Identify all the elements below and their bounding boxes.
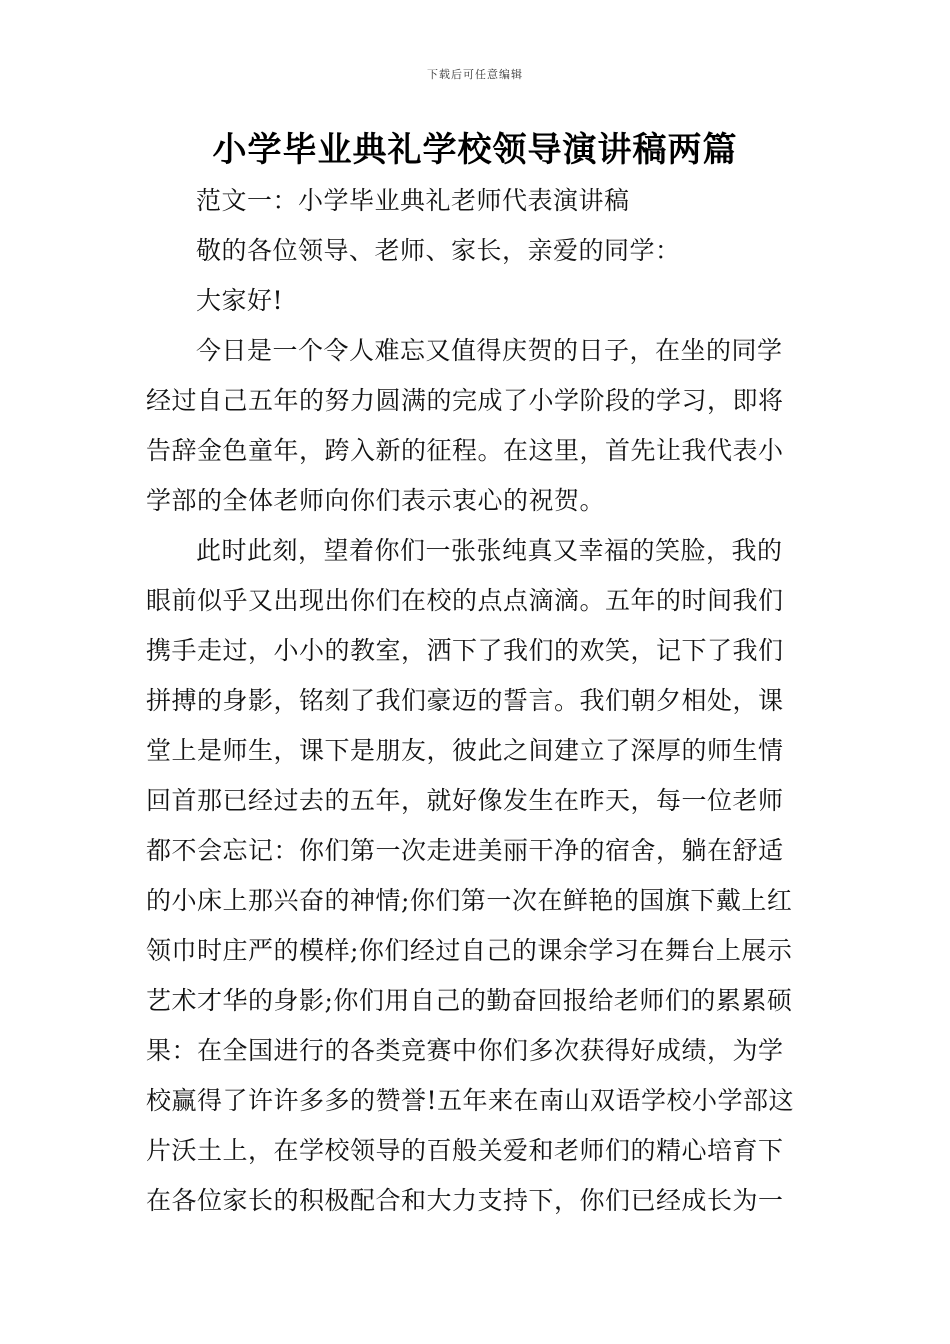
body-line: 的小床上那兴奋的神情;你们第一次在鲜艳的国旗下戴上红 — [146, 886, 793, 915]
body-line: 校赢得了许许多多的赞誉!五年来在南山双语学校小学部这 — [146, 1086, 795, 1115]
body-line: 此时此刻，望着你们一张张纯真又幸福的笑脸，我的 — [196, 536, 783, 565]
body-line: 片沃土上，在学校领导的百般关爱和老师们的精心培育下 — [146, 1136, 784, 1165]
body-line: 艺术才华的身影;你们用自己的勤奋回报给老师们的累累硕 — [146, 986, 793, 1015]
document-title: 小学毕业典礼学校领导演讲稿两篇 — [212, 130, 738, 170]
body-line: 在各位家长的积极配合和大力支持下，你们已经成长为一 — [146, 1186, 784, 1215]
body-line: 眼前似乎又出现出你们在校的点点滴滴。五年的时间我们 — [146, 586, 784, 615]
body-line: 领巾时庄严的模样;你们经过自己的课余学习在舞台上展示 — [146, 936, 793, 965]
body-line: 学部的全体老师向你们表示衷心的祝贺。 — [146, 486, 606, 515]
body-line: 都不会忘记：你们第一次走进美丽干净的宿舍，躺在舒适 — [146, 836, 784, 865]
body-line: 堂上是师生，课下是朋友，彼此之间建立了深厚的师生情 — [146, 736, 784, 765]
body-line: 拼搏的身影，铭刻了我们豪迈的誓言。我们朝夕相处，课 — [146, 686, 784, 715]
body-line: 范文一：小学毕业典礼老师代表演讲稿 — [196, 186, 630, 215]
document-body — [146, 176, 808, 1226]
header-note: 下载后可任意编辑 — [427, 68, 523, 81]
body-line: 果：在全国进行的各类竞赛中你们多次获得好成绩，为学 — [146, 1036, 784, 1065]
body-line: 携手走过，小小的教室，洒下了我们的欢笑，记下了我们 — [146, 636, 784, 665]
body-line: 告辞金色童年，跨入新的征程。在这里，首先让我代表小 — [146, 436, 784, 465]
body-line: 敬的各位领导、老师、家长，亲爱的同学： — [196, 236, 681, 265]
body-line: 大家好! — [196, 286, 284, 315]
body-line: 经过自己五年的努力圆满的完成了小学阶段的学习，即将 — [146, 386, 784, 415]
body-line: 回首那已经过去的五年，就好像发生在昨天，每一位老师 — [146, 786, 784, 815]
body-line: 今日是一个令人难忘又值得庆贺的日子，在坐的同学 — [196, 336, 783, 365]
